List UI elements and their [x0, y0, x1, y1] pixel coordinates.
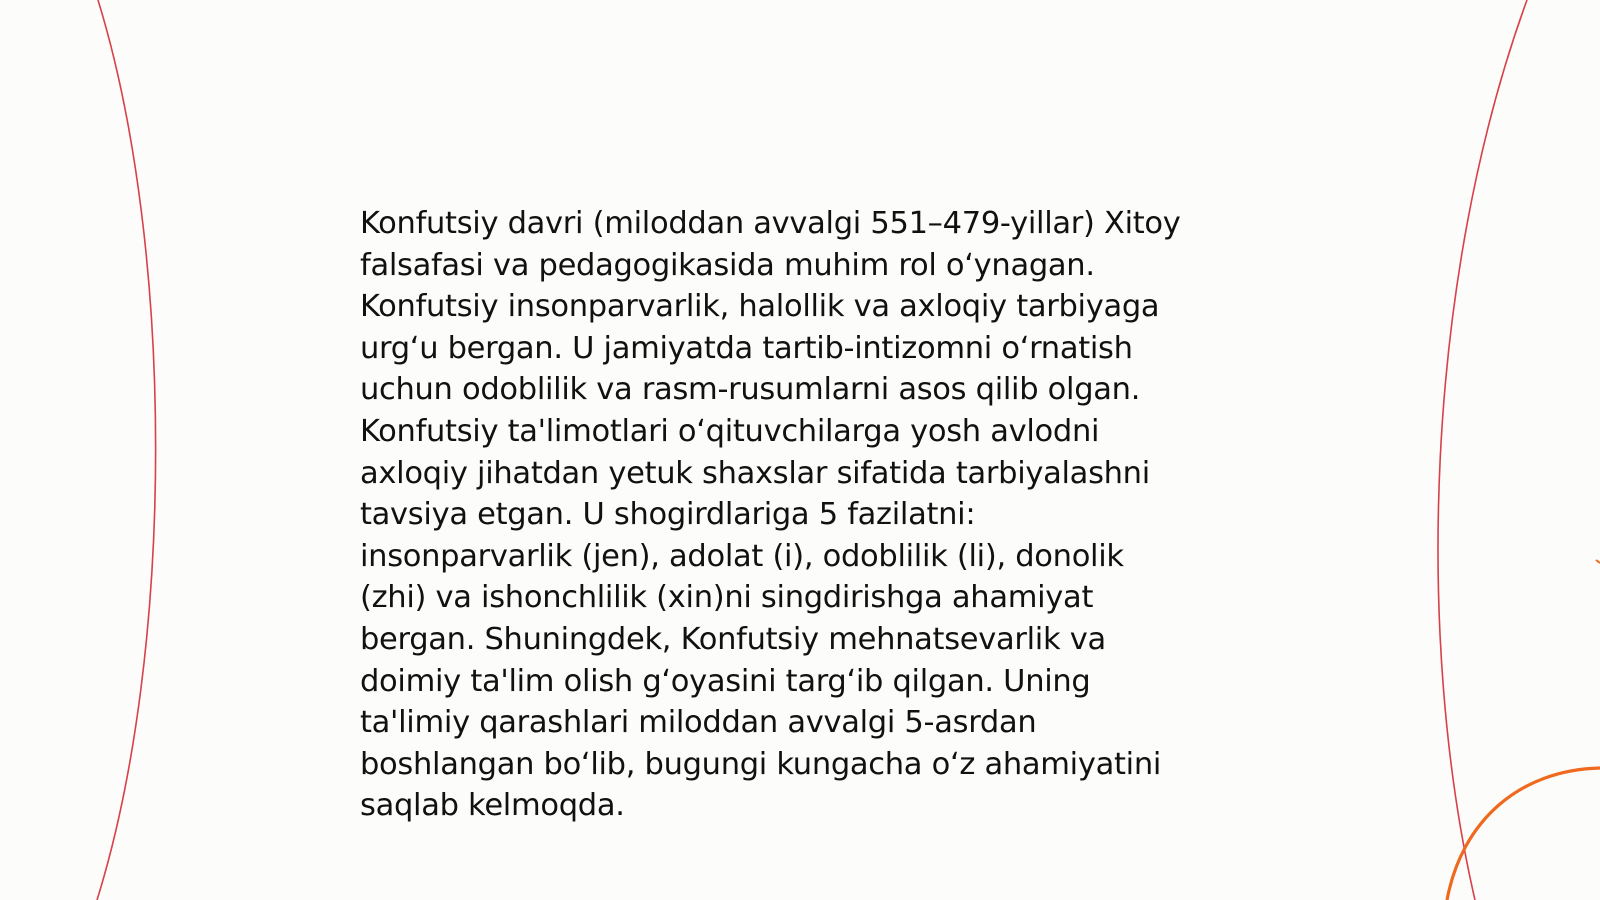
left-curve-line [97, 0, 156, 900]
right-curve-line [1438, 0, 1527, 900]
body-paragraph: Konfutsiy davri (miloddan avvalgi 551–479-yillar) Xitoy falsafasi va pedagogikasida muhim rol o‘ynagan. Konfutsiy insonparvarlik, halollik va axloqiy tarbiyaga urg‘u bergan. U jamiyatda tartib-intizomni o‘rnatish uchun odoblilik va rasm-rusumlarni asos qilib olgan. Konfutsiy ta'limotlari o‘qituvchilarga yosh avlodni axloqiy jihatdan yetuk shaxslar sifatida tarbiyalashni tavsiya etgan. U shogirdlariga 5 fazilatni: insonparvarlik (jen), adolat (i), odoblilik (li), donolik (zhi) va ishonchlilik (xin)ni singdirishga ahamiyat bergan. Shuningdek, Konfutsiy mehnatsevarlik va doimiy ta'lim olish g‘oyasini targ‘ib qilgan. Uning ta'limiy qarashlari miloddan avvalgi 5-asrdan boshlangan bo‘lib, bugungi kungacha o‘z ahamiyatini saqlab kelmoqda. [360, 206, 1181, 824]
small-orange-tick [1596, 560, 1600, 563]
